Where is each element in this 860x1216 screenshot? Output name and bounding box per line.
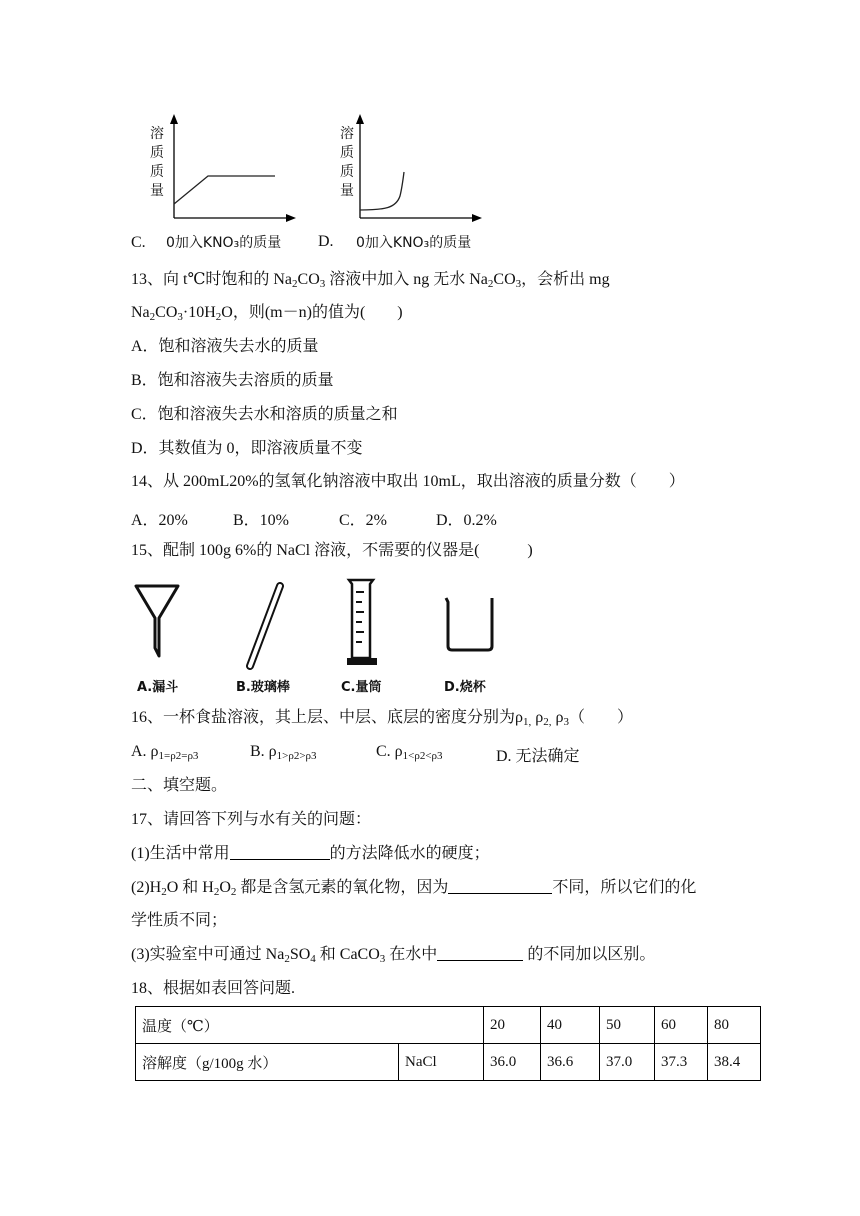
q16-option-d: D. 无法确定 [496, 748, 580, 765]
graph-d-option: D. [318, 233, 334, 250]
table-cell-substance: NaCl [399, 1044, 484, 1081]
answer-blank[interactable] [437, 946, 523, 961]
q13-stem-line2: $Na_2CO_3\cdot 10H_2O$，则(m－n)的值为( ) [131, 304, 403, 323]
answer-blank[interactable] [448, 879, 552, 894]
q13-option-b: B．饱和溶液失去溶质的质量 [131, 372, 334, 389]
graph-c-ylabel: 溶 质 质 量 [150, 126, 164, 199]
graph-c-curve [174, 176, 275, 204]
table-cell: 36.0 [484, 1044, 541, 1081]
q14-option-d: D．0.2% [436, 512, 497, 529]
table-cell: 36.6 [541, 1044, 600, 1081]
q16-stem: 16、一杯食盐溶液，其上层、中层、底层的密度分别为$\rho_{1,}$ $\rho_{2,}$ $\rho_3$（ ） [131, 709, 633, 728]
table-cell: 20 [484, 1007, 541, 1044]
table-cell-temp-label: 温度（℃） [136, 1007, 484, 1044]
table-row [136, 1044, 761, 1081]
table-cell: 50 [600, 1007, 655, 1044]
solubility-table [135, 1006, 761, 1081]
table-cell: 40 [541, 1007, 600, 1044]
q17-part2: $(2)H_2O$ 和 $H_2O_2$ 都是含氢元素的氧化物，因为 不同，所以它们的化 [131, 879, 697, 898]
q17-part1: (1)生活中常用 的方法降低水的硬度； [131, 845, 490, 862]
table-row [136, 1007, 761, 1044]
q16-option-c: C. $\rho_{1<\rho 2<\rho 3}$ [376, 743, 443, 762]
graph-d-ylabel: 溶 质 质 量 [340, 126, 354, 199]
q18-stem: 18、根据如表回答问题. [131, 980, 296, 997]
beaker-icon [442, 594, 502, 654]
q15-stem: 15、配制 100g 6%的 NaCl 溶液，不需要的仪器是( ) [131, 542, 533, 559]
answer-blank[interactable] [230, 845, 330, 860]
q17-stem: 17、请回答下列与水有关的问题： [131, 811, 372, 828]
q17-part3: (3)实验室中可通过 $Na_2SO_4$ 和 CaCO$_3$ 在水中 的不同加以区别。 [131, 946, 656, 965]
table-cell: 37.0 [600, 1044, 655, 1081]
caption-beaker: D.烧杯 [444, 680, 486, 695]
table-cell-solubility-label: 溶解度（g/100g 水） [136, 1044, 399, 1081]
q16-option-a: A. $\rho_{1=\rho 2=\rho 3}$ [131, 743, 199, 762]
glass-rod-icon [240, 582, 290, 670]
table-cell: 60 [655, 1007, 708, 1044]
graph-d-xlabel: 0加入KNO₃的质量 [356, 235, 472, 251]
caption-funnel: A.漏斗 [137, 680, 179, 695]
graph-c-option: C. [131, 234, 146, 251]
q14-stem: 14、从 200mL20%的氢氧化钠溶液中取出 10mL，取出溶液的质量分数（ ） [131, 473, 685, 490]
q13-stem-line1: 13、向 t℃时饱和的 $Na_2CO_3$ 溶液中加入 ng 无水 $Na_2CO_3$，会析出 mg [131, 271, 610, 290]
graph-c-xlabel: 0加入KNO₃的质量 [166, 235, 282, 251]
q16-option-b: B. $\rho_{1>\rho 2>\rho 3}$ [250, 743, 317, 762]
table-cell: 38.4 [708, 1044, 761, 1081]
funnel-icon [134, 582, 182, 668]
caption-cylinder: C.量筒 [341, 680, 382, 695]
q17-part2-cont: 学性质不同； [131, 912, 228, 929]
q13-option-a: A．饱和溶液失去水的质量 [131, 338, 319, 355]
q14-option-a: A．20% [131, 512, 188, 529]
q14-option-c: C．2% [339, 512, 388, 529]
q14-option-b: B．10% [233, 512, 290, 529]
graduated-cylinder-icon [346, 578, 380, 668]
section-heading: 二、填空题。 [131, 777, 228, 794]
graph-d-curve [360, 172, 404, 210]
table-cell: 80 [708, 1007, 761, 1044]
q13-option-c: C．饱和溶液失去水和溶质的质量之和 [131, 406, 398, 423]
q13-option-d: D．其数值为 0，即溶液质量不变 [131, 440, 363, 457]
caption-glass-rod: B.玻璃棒 [236, 680, 290, 695]
table-cell: 37.3 [655, 1044, 708, 1081]
